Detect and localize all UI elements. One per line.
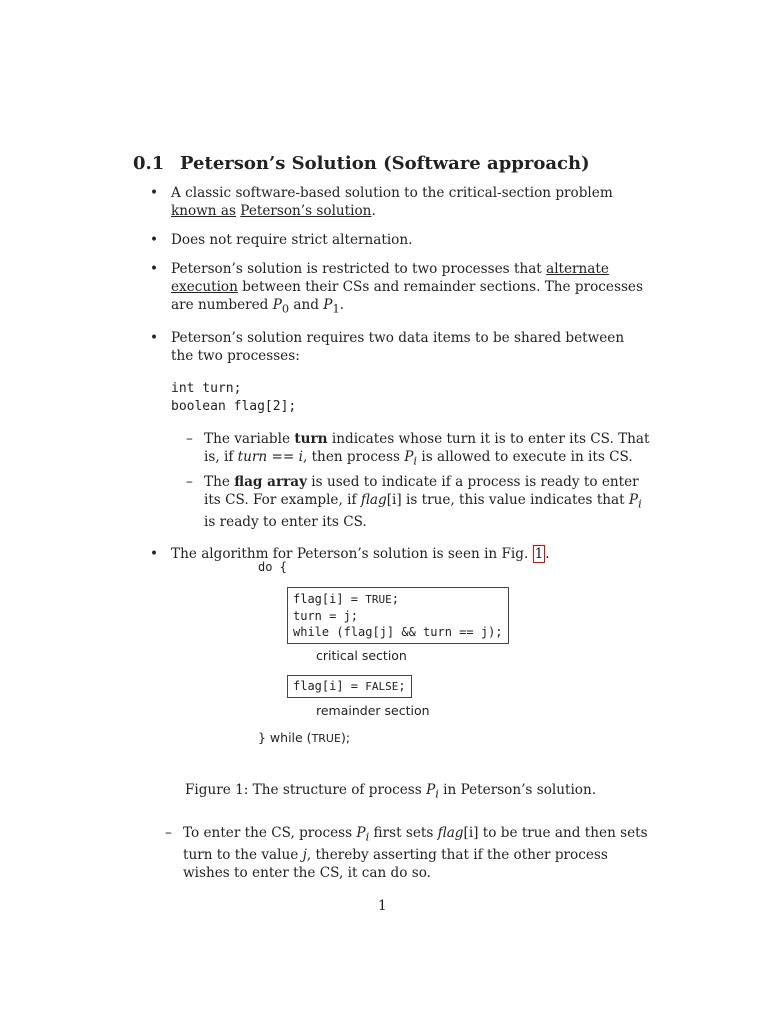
underlined-term: alternate execution [171, 261, 609, 295]
bullet-icon: • [150, 232, 159, 248]
section-number: 0.1 [133, 153, 165, 174]
dash-icon: – [186, 474, 193, 491]
exit-section-box: flag[i] = FALSE; [287, 675, 412, 698]
code-line: int turn; [171, 380, 242, 396]
dash-icon: – [165, 825, 172, 841]
list-item: • Peterson’s solution requires two data items to be shared between the two processes: int turn; boolean flag[2]; – The variable turn indicates whose turn it is to enter its CS. That is, if turn == i, then process $P_i$ is allowed to execute in its CS. – The flag array is used to indicate if a process is ready to enter its CS. For example, if flag[i] is true, this value indicates that $P_i$ is ready to enter its CS. [150, 329, 650, 531]
sub-list-item: – The flag array is used to indicate if a process is ready to enter its CS. For example, if flag[i] is true, this value indicates that $P_i$ is ready to enter its CS. [186, 474, 642, 531]
critical-section-label: critical section [316, 648, 407, 663]
code-line: boolean flag[2]; [171, 398, 297, 414]
bullet-icon: • [150, 261, 159, 277]
bullet-icon: • [150, 185, 159, 201]
figure-caption: Figure 1: The structure of process $P_i$ in Peterson’s solution. [185, 782, 597, 801]
code-block [171, 380, 650, 416]
bullet-icon: • [150, 329, 159, 346]
list-item: • A classic software-based solution to the critical-section problem known as Peterson’s solution. [150, 185, 613, 219]
underlined-term: Peterson’s solution [240, 203, 372, 219]
sub-list-item: – To enter the CS, process $P_i$ first sets flag[i] to be true and then sets turn to the value j, thereby asserting that if the other process wishes to enter the CS, it can do so. [165, 825, 648, 881]
figure-1 [258, 560, 528, 750]
code-while-line: } while (TRUE); [258, 730, 351, 745]
figure-reference-link[interactable]: 1 [534, 546, 544, 563]
list-item: • Does not require strict alternation. [150, 232, 413, 248]
dash-icon: – [186, 430, 193, 447]
list-item: • Peterson’s solution is restricted to two processes that alternate execution between their CSs and remainder sections. The processes are numbered $P_0$ and $P_1$. [150, 261, 643, 316]
section-heading [133, 153, 590, 174]
entry-section-box: flag[i] = TRUE; turn = j; while (flag[j] && turn == j); [287, 587, 509, 644]
sub-list-item: – The variable turn indicates whose turn it is to enter its CS. That is, if turn == i, then process $P_i$ is allowed to execute in its CS. [186, 430, 650, 468]
continued-sub-list [150, 824, 650, 886]
code-do-line: do { [258, 560, 287, 574]
section-title: Peterson’s Solution (Software approach) [180, 153, 590, 174]
bullet-icon: • [150, 546, 159, 563]
bullet-list [150, 184, 650, 574]
page-number: 1 [378, 898, 387, 914]
list-item: • The algorithm for Peterson’s solution is seen in Fig. 1 . [150, 546, 550, 563]
remainder-section-label: remainder section [316, 703, 430, 718]
underlined-term: known as [171, 203, 236, 219]
